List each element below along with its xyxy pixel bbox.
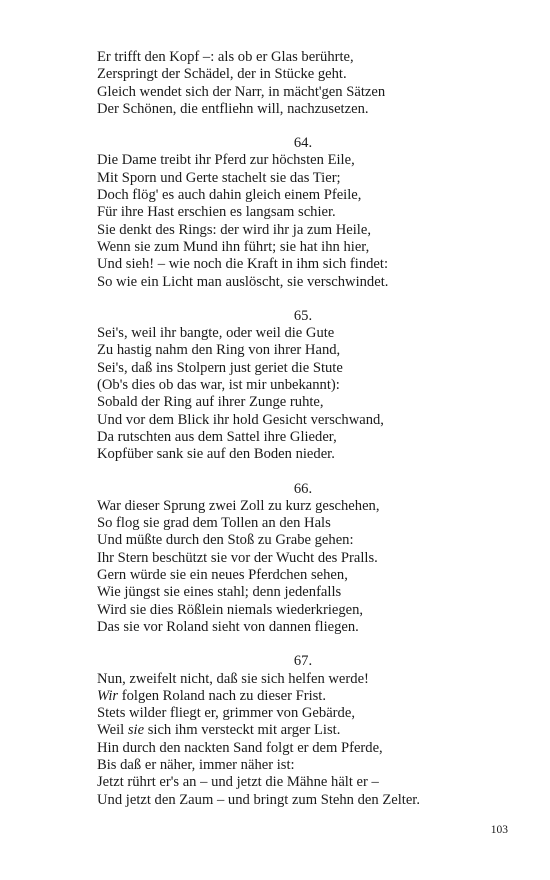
verse-line (97, 705, 517, 722)
verse-line (97, 239, 517, 256)
verse-text: Hin durch den nackten Sand folgt er dem Pferde, (97, 739, 383, 756)
verse-text: Und müßte durch den Stoß zu Grabe gehen: (97, 532, 354, 549)
verse-text: Zu hastig nahm den Ring von ihrer Hand, (97, 342, 341, 359)
verse-text: Wird sie dies Rößlein niemals wiederkriegen, (97, 601, 364, 618)
verse-text: Kopfüber sank sie auf den Boden nieder. (97, 446, 335, 463)
verse-text: Ihr Stern beschützt sie vor der Wucht des Pralls. (97, 549, 378, 566)
verse-text: Die Dame treibt ihr Pferd zur höchsten Eile, (97, 152, 355, 169)
verse-text: So flog sie grad dem Tollen an den Hals (97, 515, 331, 532)
stanza (97, 135, 517, 291)
stanza (97, 653, 517, 809)
verse-line (97, 377, 517, 394)
verse-line (97, 101, 517, 118)
verse-text: Mit Sporn und Gerte stachelt sie das Tier; (97, 169, 341, 186)
stanza-number: 64. (293, 135, 313, 152)
verse-text: Da rutschten aus dem Sattel ihre Glieder, (97, 428, 337, 445)
verse-text: sich ihm versteckt mit arger List. (144, 722, 341, 739)
verse-text: Nun, zweifelt nicht, daß sie sich helfen werde! (97, 670, 369, 687)
verse-line (97, 412, 517, 429)
verse-line (97, 740, 517, 757)
verse-text: Gern würde sie ein neues Pferdchen sehen, (97, 567, 348, 584)
verse-line (97, 152, 517, 169)
verse-text: Wenn sie zum Mund ihn führt; sie hat ihn hier, (97, 238, 370, 255)
verse-text: Für ihre Hast erschien es langsam schier. (97, 204, 336, 221)
verse-line (97, 619, 517, 636)
verse-text: Sie denkt des Rings: der wird ihr ja zum Heile, (97, 221, 371, 238)
verse-text: Er trifft den Kopf –: als ob er Glas berührte, (97, 49, 354, 65)
verse-line (97, 325, 517, 342)
verse-line (97, 550, 517, 567)
poem-text (97, 49, 517, 809)
verse-text: Zerspringt der Schädel, der in Stücke geht. (97, 66, 347, 83)
verse-text: So wie ein Licht man auslöscht, sie verschwindet. (97, 273, 389, 290)
stanza-number: 67. (293, 653, 313, 670)
verse-line (97, 84, 517, 101)
verse-line (97, 170, 517, 187)
verse-text: Und sieh! – wie noch die Kraft in ihm sich findet: (97, 256, 388, 273)
verse-line (97, 66, 517, 83)
stanza-number: 66. (293, 480, 313, 497)
verse-text: Wie jüngst sie eines stahl; denn jedenfalls (97, 584, 342, 601)
verse-line (97, 584, 517, 601)
verse-line (97, 446, 517, 463)
verse-text: Und vor dem Blick ihr hold Gesicht verschwand, (97, 411, 384, 428)
verse-line (97, 342, 517, 359)
verse-text: Das sie vor Roland sieht von dannen fliegen. (97, 618, 359, 635)
verse-line (97, 187, 517, 204)
verse-line (97, 498, 517, 515)
verse-line (97, 757, 517, 774)
verse-line (97, 792, 517, 809)
verse-line (97, 274, 517, 291)
verse-text: Sei's, weil ihr bangte, oder weil die Gute (97, 325, 335, 342)
emphasized-text: Wir (97, 687, 119, 704)
verse-line (97, 774, 517, 791)
verse-text: Doch flög' es auch dahin gleich einem Pfeile, (97, 187, 362, 204)
verse-text: (Ob's dies ob das war, ist mir unbekannt): (97, 377, 340, 394)
verse-text: Jetzt rührt er's an – und jetzt die Mähne hält er – (97, 774, 379, 791)
verse-text: Weil (97, 722, 128, 739)
verse-line (97, 722, 517, 739)
verse-text: Stets wilder fliegt er, grimmer von Gebärde, (97, 705, 355, 722)
verse-line (97, 688, 517, 705)
verse-line (97, 49, 517, 66)
stanza-number: 65. (293, 307, 313, 324)
verse-text: Der Schönen, die entfliehn will, nachzusetzen. (97, 100, 369, 117)
verse-text: folgen Roland nach zu dieser Frist. (118, 687, 327, 704)
verse-line (97, 532, 517, 549)
verse-text: Sobald der Ring auf ihrer Zunge ruhte, (97, 394, 324, 411)
verse-line (97, 360, 517, 377)
verse-text: Sei's, daß ins Stolpern just geriet die Stute (97, 359, 343, 376)
verse-text: Bis daß er näher, immer näher ist: (97, 756, 295, 773)
verse-line (97, 602, 517, 619)
verse-line (97, 515, 517, 532)
stanza (97, 481, 517, 637)
verse-line (97, 671, 517, 688)
verse-line (97, 222, 517, 239)
emphasized-text: sie (127, 722, 145, 739)
page-number: 103 (490, 824, 508, 836)
verse-text: Gleich wendet sich der Narr, in mächt'gen Sätzen (97, 83, 386, 100)
verse-line (97, 567, 517, 584)
stanza (97, 49, 517, 118)
verse-text: Und jetzt den Zaum – und bringt zum Stehn den Zelter. (97, 791, 421, 808)
verse-line (97, 204, 517, 221)
verse-line (97, 394, 517, 411)
verse-text: War dieser Sprung zwei Zoll zu kurz geschehen, (97, 497, 380, 514)
verse-line (97, 429, 517, 446)
verse-line (97, 256, 517, 273)
stanza (97, 308, 517, 464)
